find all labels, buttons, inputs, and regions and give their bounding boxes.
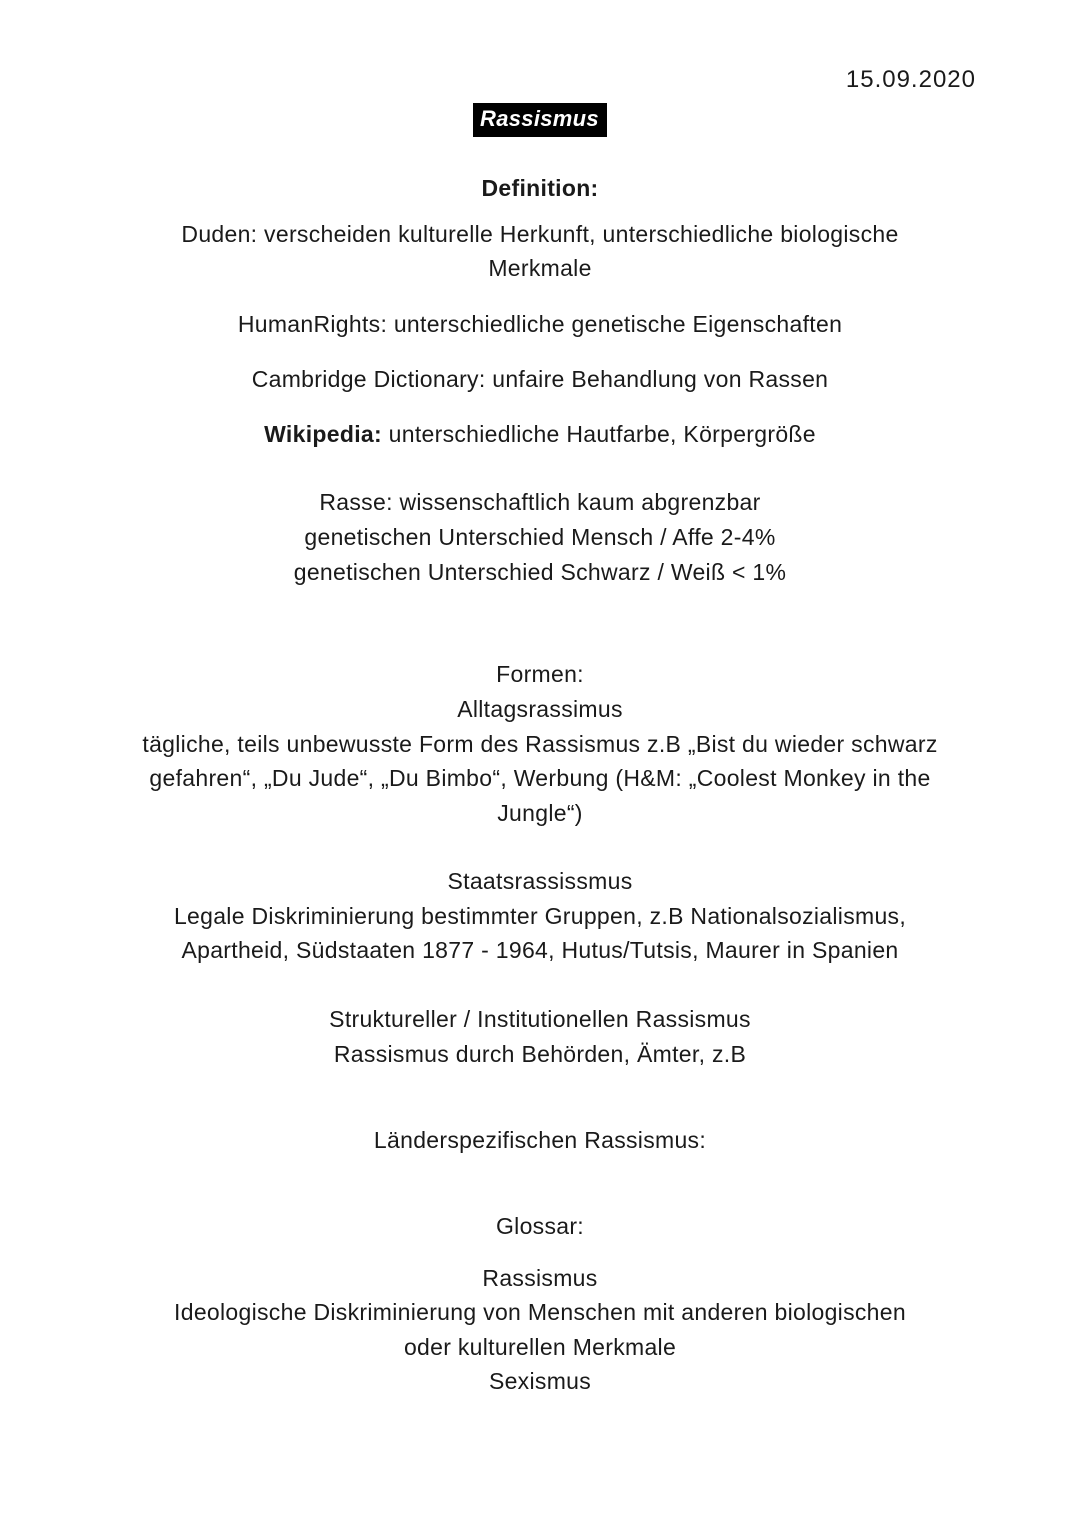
- laender-heading: Länderspezifischen Rassismus:: [373, 1127, 707, 1153]
- definition-wikipedia: [0, 417, 1080, 451]
- date-text: 15.09.2020: [845, 66, 976, 93]
- alltag-line-3: Jungle“): [497, 800, 583, 826]
- struktur-line-1: Rassismus durch Behörden, Ämter, z.B: [333, 1041, 747, 1067]
- glossar-term-rassismus: Rassismus: [482, 1265, 598, 1291]
- definition-heading: Definition:: [481, 175, 599, 201]
- rasse-line-3: genetischen Unterschied Schwarz / Weiß < 1%: [293, 559, 787, 585]
- rasse-line-1: Rasse: wissenschaftlich kaum abgrenzbar: [319, 489, 761, 515]
- formen-heading: Formen:: [496, 661, 584, 687]
- page-title: Rassismus: [473, 103, 607, 137]
- glossar-def-rassismus-2: oder kulturellen Merkmale: [403, 1334, 677, 1360]
- staat-line-2: Apartheid, Südstaaten 1877 - 1964, Hutus/Tutsis, Maurer in Spanien: [181, 937, 899, 963]
- alltag-title: Alltagsrassimus: [457, 696, 623, 722]
- wikipedia-label: Wikipedia:: [264, 421, 382, 447]
- staat-line-1: Legale Diskriminierung bestimmter Gruppen, z.B Nationalsozialismus,: [173, 903, 907, 929]
- glossar-heading: Glossar:: [495, 1213, 585, 1239]
- definition-cambridge: Cambridge Dictionary: unfaire Behandlung von Rassen: [251, 366, 829, 392]
- alltag-line-2: gefahren“, „Du Jude“, „Du Bimbo“, Werbung (H&M: „Coolest Monkey in the: [149, 765, 931, 791]
- glossar-term-sexismus: Sexismus: [488, 1368, 592, 1394]
- alltag-line-1: tägliche, teils unbewusste Form des Rassismus z.B „Bist du wieder schwarz: [142, 731, 938, 757]
- definition-duden-line-1: Duden: verscheiden kulturelle Herkunft, unterschiedliche biologische: [181, 221, 899, 247]
- glossar-def-rassismus-1: Ideologische Diskriminierung von Menschen mit anderen biologischen: [174, 1299, 906, 1325]
- definition-humanrights: HumanRights: unterschiedliche genetische Eigenschaften: [237, 311, 843, 337]
- title-wrap: [0, 103, 1080, 137]
- wikipedia-text: unterschiedliche Hautfarbe, Körpergröße: [388, 421, 816, 447]
- rasse-line-2: genetischen Unterschied Mensch / Affe 2-4%: [304, 524, 776, 550]
- struktur-title: Struktureller / Institutionellen Rassismus: [329, 1006, 751, 1032]
- staat-title: Staatsrassissmus: [447, 868, 633, 894]
- definition-duden-line-2: Merkmale: [488, 255, 592, 281]
